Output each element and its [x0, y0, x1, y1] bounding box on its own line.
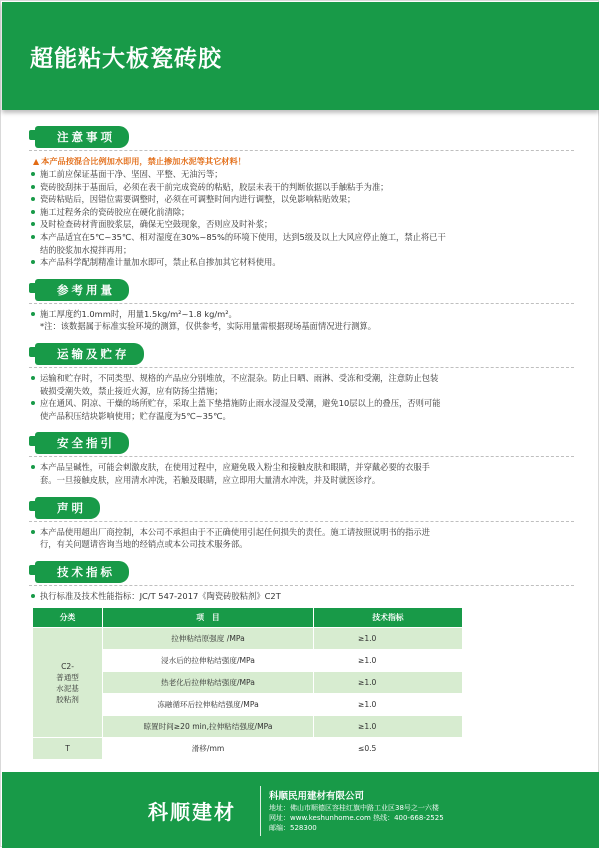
page-title: 超能粘大板瓷砖胶: [30, 46, 222, 72]
table-cell: ≥1.0: [313, 628, 462, 650]
section-title-tech: 技术指标: [35, 561, 129, 583]
section-divider: [29, 456, 574, 457]
section-title-statement: 声明: [35, 497, 100, 519]
section-storage: [29, 343, 574, 422]
group-label-line: 普通型: [56, 672, 79, 682]
spec-table: [32, 607, 463, 760]
table-cell: ≤0.5: [313, 738, 462, 760]
table-cell: ≥1.0: [313, 672, 462, 694]
section-divider: [29, 367, 574, 368]
company-postcode: 邮编：528300: [269, 824, 317, 832]
section-title-storage: 运输及贮存: [35, 343, 144, 365]
usage-list: [29, 308, 574, 321]
header-banner: [2, 2, 599, 110]
table-header-row: [33, 608, 463, 628]
section-divider: [29, 585, 574, 586]
footer-banner: [2, 772, 599, 848]
warning-line: [33, 155, 574, 168]
section-statement: [29, 497, 574, 551]
list-item: 施工前应保证基面干净、坚固、平整、无油污等；: [29, 168, 574, 181]
table-cell: ≥1.0: [313, 716, 462, 738]
table-cell: 晾置时间≥20 min,拉伸粘结强度/MPa: [103, 716, 314, 738]
notes-list: [29, 168, 574, 269]
content-body: [29, 126, 574, 770]
list-item: 及时检查砖材背面胶浆层，确保无空鼓现象，否则应及时补浆；: [29, 218, 574, 231]
table-group-cell: T: [33, 738, 103, 760]
list-item: 执行标准及技术性能指标：JC/T 547-2017《陶瓷砖胶粘剂》C2T: [29, 590, 574, 603]
section-title-notes: 注意事项: [35, 126, 129, 148]
company-website: 网址：www.keshunhome.com 热线：400-668-2525: [269, 814, 444, 822]
section-divider: [29, 303, 574, 304]
list-item: 运输和贮存时，不同类型、规格的产品应分别堆放，不应混杂。防止日晒、雨淋、受冻和受潮，注意防止包装: [29, 372, 574, 385]
table-cell: 滑移/mm: [103, 738, 314, 760]
section-notes: [29, 126, 574, 269]
section-usage: [29, 279, 574, 333]
list-item-continuation: 行，有关问题请咨询当地的经销点或本公司技术服务部。: [40, 539, 248, 550]
section-safety: [29, 432, 574, 486]
company-address: 地址：佛山市顺德区容桂红旗中路工业区38号之一六楼: [269, 804, 439, 812]
table-header: 项 目: [103, 608, 314, 628]
list-item-continuation: 套。一旦接触皮肤，应用清水冲洗，若触及眼睛，应立即用大量清水冲洗，并及时就医诊疗。: [40, 474, 381, 485]
tech-list: [29, 590, 574, 603]
list-item-continuation: 使产品积压结块影响使用；贮存温度为5℃~35℃。: [40, 410, 231, 421]
list-item: 本产品使用超出厂商控制，本公司不承担由于不正确使用引起任何损失的责任。施工请按照说明书的指示进: [29, 526, 574, 539]
storage-list: [29, 372, 574, 422]
table-row: [33, 738, 463, 760]
list-item: 施工厚度约1.0mm时，用量1.5kg/m²~1.8 kg/m²。: [29, 308, 574, 321]
statement-list: [29, 526, 574, 551]
safety-list: [29, 461, 574, 486]
brand-name: 科顺建材: [148, 800, 236, 824]
warning-icon: ▲: [33, 157, 40, 166]
section-divider: [29, 150, 574, 151]
table-cell: 浸水后的拉伸粘结强度/MPa: [103, 650, 314, 672]
table-cell: ≥1.0: [313, 650, 462, 672]
company-name: 科顺民用建材有限公司: [269, 791, 365, 802]
list-item: 本产品呈碱性，可能会刺激皮肤，在使用过程中，应避免吸入粉尘和接触皮肤和眼睛，并穿戴必要的衣服手: [29, 461, 574, 474]
table-cell: 冻融循环后拉伸粘结强度/MPa: [103, 694, 314, 716]
list-item: 本产品适宜在5℃~35℃、相对湿度在30%~85%的环境下使用，达到5级及以上大风应停止施工，禁止将已干: [29, 231, 574, 244]
table-group-cell: [33, 628, 103, 738]
list-item-continuation: 结的胶浆加水搅拌再用；: [40, 244, 132, 255]
warning-text: 本产品按混合比例加水即用，禁止掺加水泥等其它材料！: [41, 156, 246, 166]
list-item: 本产品科学配制精准计量加水即可，禁止私自掺加其它材料使用。: [29, 256, 574, 269]
footer-divider: [260, 786, 261, 836]
list-item: 施工过程务余的瓷砖胶应在硬化前清除；: [29, 206, 574, 219]
section-tech: [29, 561, 574, 761]
section-title-safety: 安全指引: [35, 432, 129, 454]
list-item: 瓷砖胶刮抹于基面后，必须在表干前完成瓷砖的粘贴，胶层未表干的判断依据以手触粘手为准；: [29, 181, 574, 194]
table-row: [33, 628, 463, 650]
group-label-line: C2-: [61, 661, 74, 671]
table-cell: 拉伸粘结原强度 /MPa: [103, 628, 314, 650]
list-item: 应在通风、阴凉、干燥的场所贮存，采取上盖下垫措施防止雨水浸湿及受潮，避免10层以上的叠压，否则可能: [29, 397, 574, 410]
table-header: 技术指标: [313, 608, 462, 628]
group-label-line: 胶粘剂: [56, 694, 79, 704]
list-item: 瓷砖粘贴后，因错位需要调整时，必须在可调整时间内进行调整，以免影响粘贴效果；: [29, 193, 574, 206]
table-cell: ≥1.0: [313, 694, 462, 716]
section-title-usage: 参考用量: [35, 279, 129, 301]
group-label-line: 水泥基: [56, 683, 79, 693]
section-divider: [29, 521, 574, 522]
usage-note: *注：该数据属于标准实验环境的测算，仅供参考，实际用量需根据现场基面情况进行测算。: [40, 321, 377, 332]
list-item-continuation: 破损受潮失效，禁止接近火源，应有防扬尘措施；: [40, 385, 223, 396]
table-header: 分类: [33, 608, 103, 628]
table-cell: 热老化后拉伸粘结强度/MPa: [103, 672, 314, 694]
